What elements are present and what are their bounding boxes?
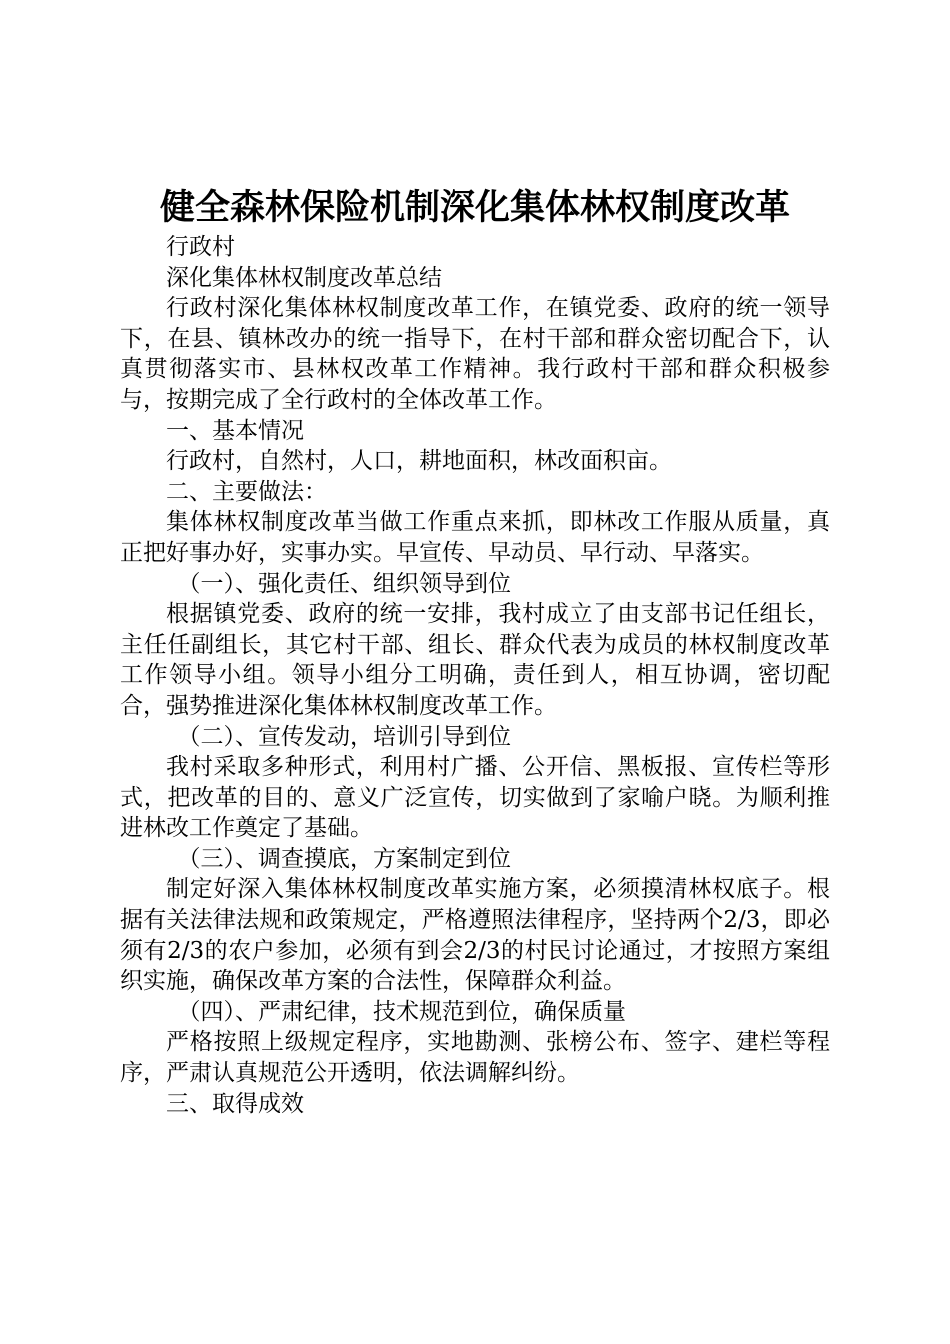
paragraph-basic-info: 行政村，自然村，人口，耕地面积，林改面积亩。 xyxy=(166,448,672,475)
paragraph-methods: 集体林权制度改革当做工作重点来抓，即林改工作服从质量，真正把好事办好，实事办实。早宣传、早动员、早行动、早落实。 xyxy=(120,509,830,566)
paragraph-subsection-1: 根据镇党委、政府的统一安排，我村成立了由支部书记任组长，主任任副组长，其它村干部、组长、群众代表为成员的林权制度改革工作领导小组。领导小组分工明确，责任到人，相互协调，密切配合，强势推进深化集体林权制度改革工作。 xyxy=(120,601,830,719)
paragraph-subsection-4: 严格按照上级规定程序，实地勘测、张榜公布、签字、建栏等程序，严肃认真规范公开透明，依法调解纠纷。 xyxy=(120,1029,830,1087)
paragraph-village: 行政村 xyxy=(166,234,235,260)
paragraph-summary-heading: 深化集体林权制度改革总结 xyxy=(166,264,442,291)
paragraph-subsection-3: 制定好深入集体林权制度改革实施方案，必须摸清林权底子。根据有关法律法规和政策规定，严格遵照法律程序，坚持两个2/3，即必须有2/3的农户参加，必须有到会2/3的村民讨论通过，才按照方案组织实施，确保改革方案的合法性，保障群众利益。 xyxy=(120,876,830,995)
paragraph-intro: 行政村深化集体林权制度改革工作，在镇党委、政府的统一领导下，在县、镇林改办的统一指导下，在村干部和群众密切配合下，认真贯彻落实市、县林权改革工作精神。我行政村干部和群众积极参与，按期完成了全行政村的全体改革工作。 xyxy=(120,295,830,413)
subheading-4: （四）、严肃纪律，技术规范到位，确保质量 xyxy=(177,998,626,1025)
subheading-3: （三）、调查摸底，方案制定到位 xyxy=(177,845,511,872)
section-heading-methods: 二、主要做法： xyxy=(166,478,327,505)
section-heading-results: 三、取得成效 xyxy=(166,1090,304,1117)
section-heading-basic: 一、基本情况 xyxy=(166,417,304,444)
subheading-2: （二）、宣传发动，培训引导到位 xyxy=(177,723,511,750)
document-body xyxy=(120,232,830,1119)
paragraph-subsection-2: 我村采取多种形式，利用村广播、公开信、黑板报、宣传栏等形式，把改革的目的、意义广泛宣传，切实做到了家喻户晓。为顺利推进林改工作奠定了基础。 xyxy=(120,754,830,842)
subheading-1: （一）、强化责任、组织领导到位 xyxy=(177,570,511,597)
document-title: 健全森林保险机制深化集体林权制度改革 xyxy=(159,188,790,228)
